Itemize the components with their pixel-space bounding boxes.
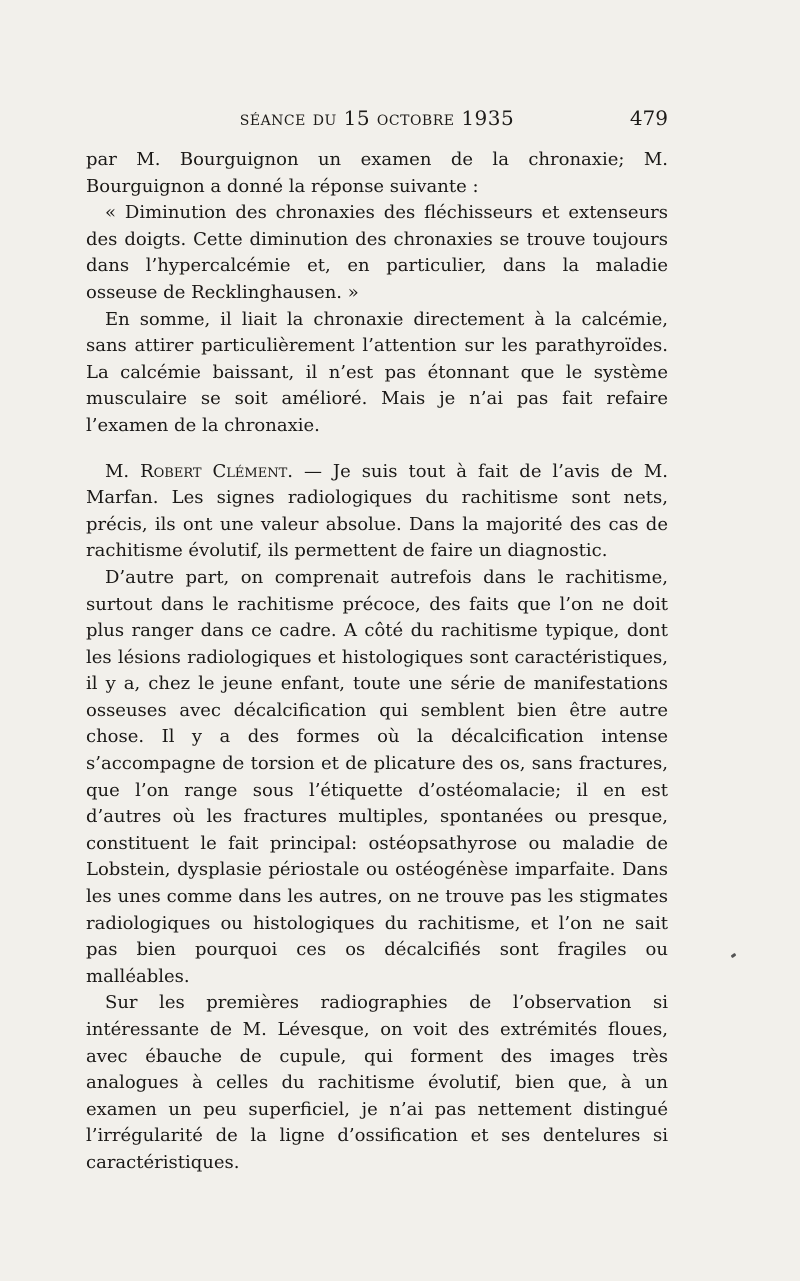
- page-number: 479: [629, 106, 668, 130]
- paragraph-5: D’autre part, on comprenait autrefois dans le rachitisme, surtout dans le rachitisme précoce, des faits que l’on ne doit plus ranger dans ce cadre. A côté du rachitisme typique, dont les lésions radiologiques et histologiques sont caractéristiques, il y a, chez le jeune enfant, toute une série de manifestations osseuses avec décalcification qui semblent bien être autre chose. Il y a des formes où la décalcification intense s’accompagne de torsion et de plicature des os, sans fractures, que l’on range sous l’étiquette d’ostéomalacie; il en est d’autres où les fractures multiples, spontanées ou presque, constituent le fait principal: ostéopsathyrose ou maladie de Lobstein, dysplasie périostale ou ostéogénèse imparfaite. Dans les unes comme dans les autres, on ne trouve pas les stigmates radiologiques ou histologiques du rachitisme, et l’on ne sait pas bien pourquoi ces os décalcifiés sont fragiles ou malléables.: [86, 566, 668, 987]
- paragraph-2-quote: « Diminution des chronaxies des fléchisseurs et extenseurs des doigts. Cette diminution des chronaxies se trouve toujours dans l’hypercalcémie et, en particulier, dans la maladie osseuse de Recklinghausen. »: [86, 202, 668, 303]
- margin-speck: [731, 953, 737, 958]
- paragraph-6: Sur les premières radiographies de l’observation si intéressante de M. Lévesque, on voit des extrémités floues, avec ébauche de cupule, qui forment des images très analogues à celles du rachitisme évolutif, bien que, à un examen un peu superficiel, je n’ai pas nettement distingué l’irrégularité de la ligne d’ossification et ses dentelures si caractéristiques.: [86, 992, 668, 1173]
- paragraph-1: par M. Bourguignon un examen de la chronaxie; M. Bourguignon a donné la réponse suivante :: [86, 149, 668, 197]
- running-head: séance du 15 octobre 1935: [239, 106, 515, 130]
- paragraph-4: [86, 459, 668, 565]
- paragraph-4-text: — Je suis tout à fait de l’avis de M. Marfan. Les signes radiologiques du rachitisme sont nets, précis, ils ont une valeur absolue. Dans la majorité des cas de rachitisme évolutif, ils permettent de faire un diagnostic.: [86, 460, 669, 562]
- paragraph-3: En somme, il liait la chronaxie directement à la calcémie, sans attirer particulièrement l’attention sur les parathyroïdes. La calcémie baissant, il n’est pas étonnant que le système musculaire se soit amélioré. Mais je n’ai pas fait refaire l’examen de la chronaxie.: [86, 308, 668, 436]
- body-text: [86, 147, 668, 1177]
- speaker-name: M. Robert Clément.: [105, 460, 293, 482]
- page-header: [86, 106, 668, 136]
